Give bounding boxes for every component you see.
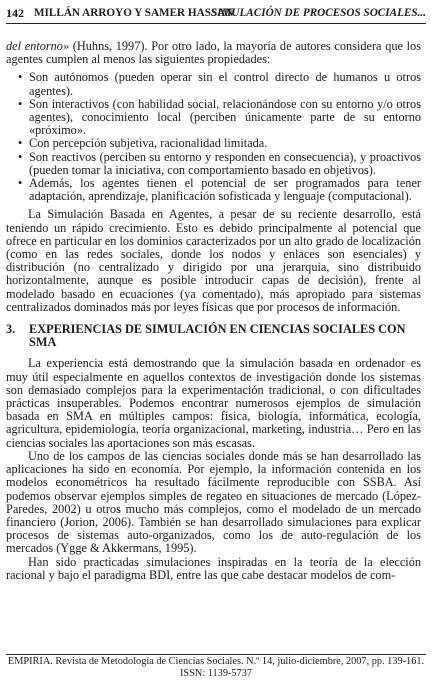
bullet-icon: • bbox=[18, 136, 23, 151]
running-authors: MILLÁN ARROYO Y SAMER HASSAN bbox=[34, 7, 234, 19]
intro-emphasis: del entorno» bbox=[6, 39, 70, 53]
footer-citation: EMPIRIA. Revista de Metodología de Ciencias Sociales. N.º 14, julio-diciembre, 2007, pp. 139-161. bbox=[7, 656, 425, 667]
list-item bbox=[6, 71, 421, 97]
list-item-text: Son interactivos (con habilidad social, relacionándose con su entorno y/o otros agentes), conocimiento local (perciben únicamente parte de su entorno «próximo». bbox=[29, 96, 421, 138]
list-item-text: Son autónomos (pueden operar sin el control directo de humanos u otros agentes). bbox=[29, 70, 421, 98]
intro-paragraph bbox=[6, 40, 421, 66]
bullet-icon: • bbox=[18, 149, 23, 164]
body-paragraph: La experiencia está demostrando que la simulación basada en ordenador es muy útil especialmente en aquellos contextos de investigación donde los sistemas son demasiado complejos para la experimentación tradicional, o con dificultades prácticas insuperables. Podemos encontrar numerosos ejemplos de simulación basada en SMA en múltiples campos: física, biología, informática, ecología, agricultura, epidemiología, teoría organizacional, marketing, industria… Pero en las ciencias sociales las aportaciones son más escasas. bbox=[6, 356, 421, 450]
section-heading bbox=[6, 323, 421, 349]
page-number: 142 bbox=[6, 6, 24, 20]
bullet-icon: • bbox=[18, 176, 23, 191]
agent-properties-list bbox=[6, 71, 421, 203]
article-body bbox=[6, 40, 421, 582]
footer-issn: ISSN: 1139-5737 bbox=[180, 668, 252, 679]
list-item-text: Son reactivos (perciben su entorno y responden en consecuencia), y proactivos (pueden tomar la iniciativa, con comportamiento basado en objetivos). bbox=[29, 149, 421, 177]
running-title: SIMULACIÓN DE PROCESOS SOCIALES... bbox=[210, 7, 426, 19]
header-rule bbox=[6, 23, 426, 24]
intro-text: (Huhns, 1997). Por otro lado, la mayoría de autores considera que los agentes cumplen al menos las siguientes propiedades: bbox=[6, 39, 421, 67]
bullet-icon: • bbox=[18, 96, 23, 111]
body-paragraph: Uno de los campos de las ciencias sociales donde más se han desarrollado las aplicaciones ha sido en economía. Por ejemplo, la información contenida en los modelos econométricos ha resultado fácilmente reproducible con SSBA. Así podemos observar ejemplos simples de regateo en situaciones de mercado (López-Paredes, 2002) u otros mucho más complejos, como el modelado de un mercado financiero (Jorion, 2006). También se han desarrollado simulaciones para explicar procesos de sistemas auto-organizados, como los de auto-regulación de los mercados (Ygge & Akkermans, 1995). bbox=[6, 448, 421, 556]
list-item-text: Con percepción subjetiva, racionalidad limitada. bbox=[29, 136, 268, 151]
list-item-text: Además, los agentes tienen el potencial de ser programados para tener adaptación, aprendizaje, planificación sofisticada y lenguaje (computacional). bbox=[29, 176, 421, 204]
running-header bbox=[6, 5, 426, 21]
list-item bbox=[6, 177, 421, 203]
body-paragraph: Han sido practicadas simulaciones inspiradas en la teoría de la elección racional y bajo el paradigma BDI, entre las que cabe destacar modelos de com- bbox=[6, 554, 421, 582]
section-number: 3. bbox=[6, 322, 16, 337]
abs-paragraph: La Simulación Basada en Agentes, a pesar de su reciente desarrollo, está teniendo un rápido crecimiento. Esto es debido principalmente al potencial que ofrece en particular en los dominios caracterizados por un alto grado de localización (como en las redes sociales, donde los nodos y enlaces son esenciales) y distribución (no centralizado y dirigido por una jerarquía, sino distribuido horizontalmente, aunque es posible introducir capas de decisión), frente al modelado basado en ecuaciones (ya comentado), más apropiado para sistemas centralizados dominados más por leyes físicas que por procesos de información. bbox=[6, 207, 421, 314]
journal-footer bbox=[6, 656, 426, 680]
section-title: EXPERIENCIAS DE SIMULACIÓN EN CIENCIAS SOCIALES CON SMA bbox=[29, 322, 406, 350]
footer-rule bbox=[6, 654, 426, 655]
list-item bbox=[6, 151, 421, 177]
list-item bbox=[6, 98, 421, 138]
bullet-icon: • bbox=[18, 70, 23, 85]
